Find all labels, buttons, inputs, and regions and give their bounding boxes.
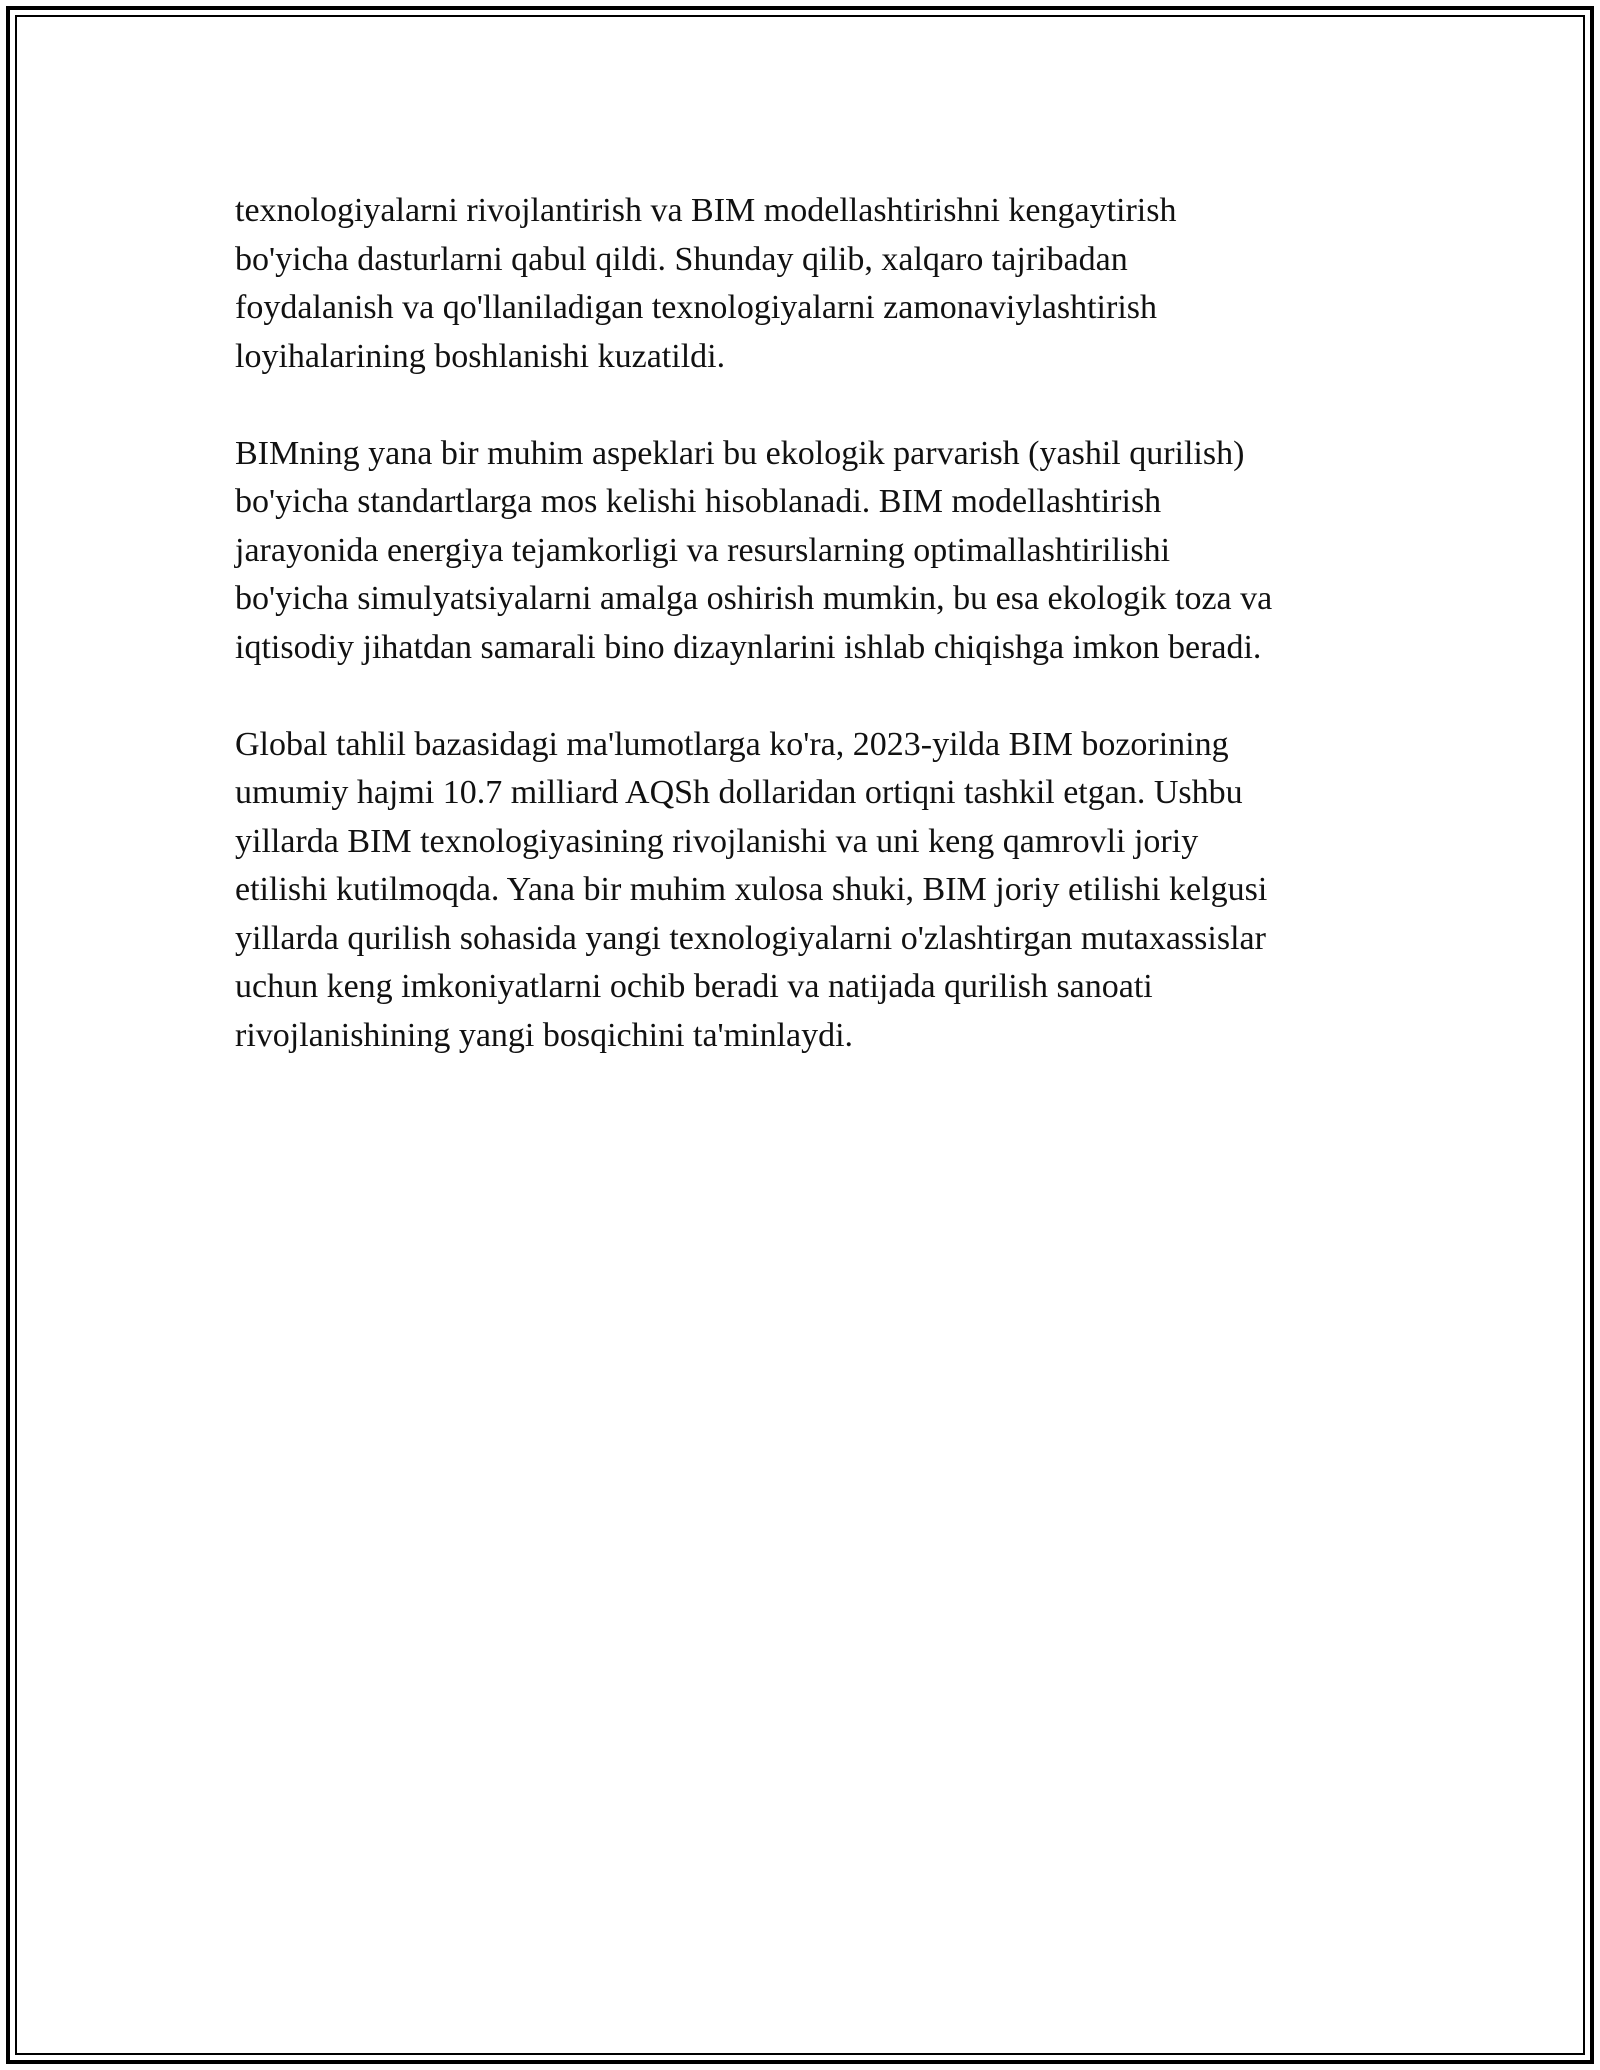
text-line: umumiy hajmi 10.7 milliard AQSh dollaridan ortiqni tashkil etgan. Ushbu (235, 774, 1243, 811)
text-line: uchun keng imkoniyatlarni ochib beradi va natijada qurilish sanoati (235, 968, 1153, 1005)
text-line: bo'yicha standartlarga mos kelishi hisoblanadi. BIM modellashtirish (235, 483, 1162, 520)
text-line: loyihalarining boshlanishi kuzatildi. (235, 337, 726, 375)
text-line: BIMning yana bir muhim aspeklari bu ekologik parvarish (yashil qurilish) (235, 434, 1245, 472)
text-line: texnologiyalarni rivojlantirish va BIM modellashtirishni kengaytirish (235, 192, 1177, 229)
text-line: rivojlanishining yangi bosqichini ta'minlaydi. (235, 1016, 854, 1054)
text-line: foydalanish va qo'llaniladigan texnologiyalarni zamonaviylashtirish (235, 289, 1158, 326)
text-line: etilishi kutilmoqda. Yana bir muhim xulosa shuki, BIM joriy etilishi kelgusi (235, 871, 1268, 908)
text-line: bo'yicha simulyatsiyalarni amalga oshirish mumkin, bu esa ekologik toza va (235, 580, 1273, 617)
text-line: yillarda qurilish sohasida yangi texnologiyalarni o'zlashtirgan mutaxassislar (235, 919, 1266, 957)
text-line: bo'yicha dasturlarni qabul qildi. Shunday qilib, xalqaro tajribadan (235, 240, 1128, 278)
text-line: Global tahlil bazasidagi ma'lumotlarga ko'ra, 2023-yilda BIM bozorining (235, 725, 1229, 763)
paragraph-2 (235, 430, 1385, 673)
document-body (235, 187, 1385, 1109)
paragraph-3 (235, 721, 1385, 1061)
text-line: yillarda BIM texnologiyasining rivojlanishi va uni keng qamrovli joriy (235, 822, 1199, 860)
text-line: jarayonida energiya tejamkorligi va resurslarning optimallashtirilishi (235, 531, 1171, 569)
text-line: iqtisodiy jihatdan samarali bino dizaynlarini ishlab chiqishga imkon beradi. (235, 628, 1262, 666)
paragraph-1 (235, 187, 1385, 381)
